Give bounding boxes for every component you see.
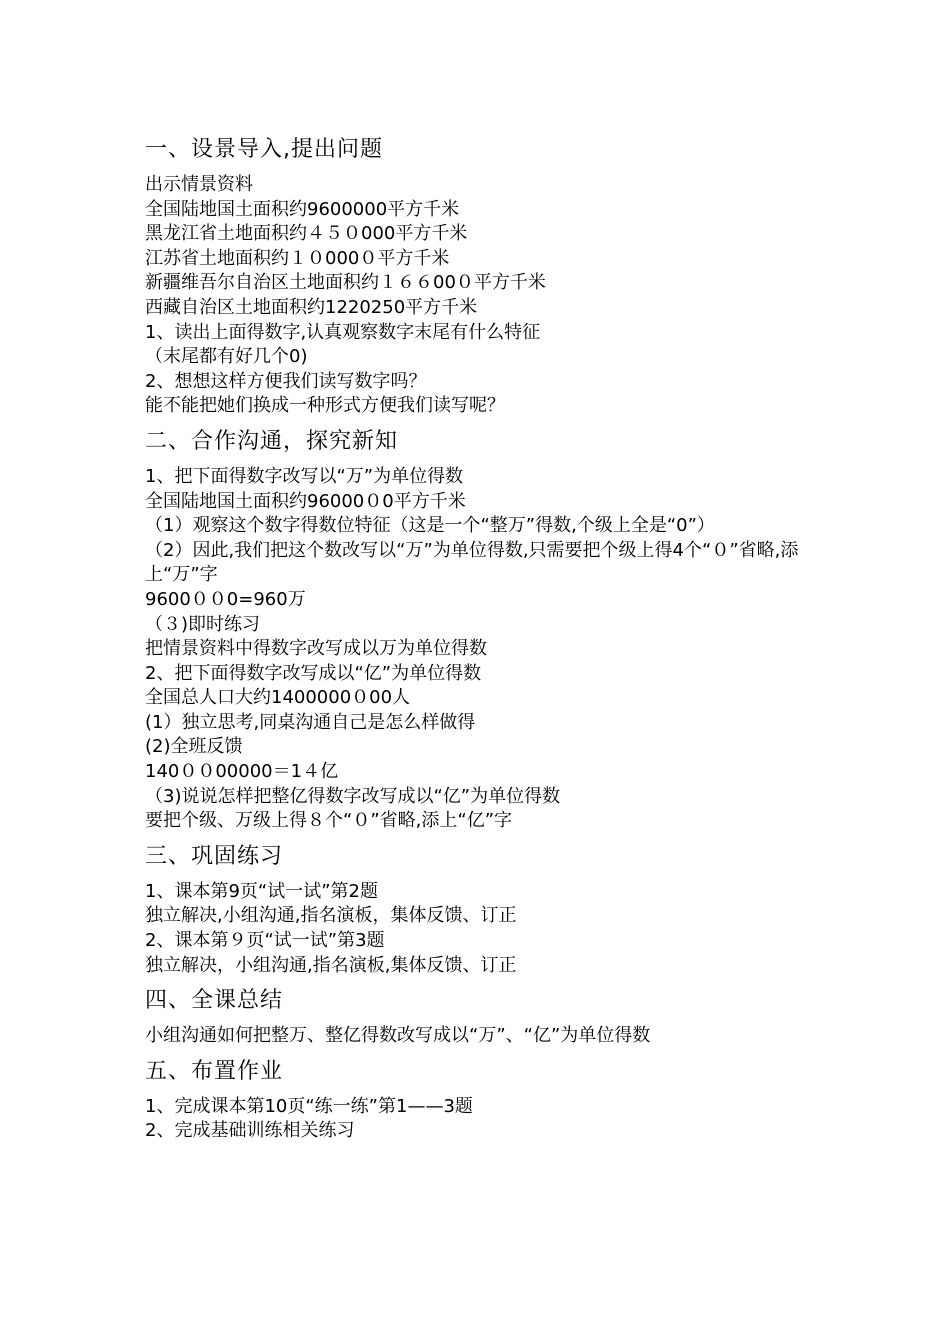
text-line: 全国陆地国土面积约96000０0平方千米: [145, 490, 466, 512]
section-cooperation: [145, 425, 815, 834]
section-heading: 五、布置作业: [145, 1058, 284, 1084]
text-line: 1、完成课本第10页“练一练”第1——3题: [145, 1095, 473, 1117]
text-line: (1）独立思考,同桌沟通自己是怎么样做得: [145, 711, 476, 733]
text-line: （2）因此,我们把这个数改写以“万”为单位得数,只需要把个级上得4个“０”省略,添上“万”字: [145, 539, 799, 586]
text-line: 出示情景资料: [145, 174, 253, 195]
text-line: 要把个级、万级上得８个“０”省略,添上“亿”字: [145, 810, 513, 832]
text-line: 1、把下面得数字改写以“万”为单位得数: [145, 465, 464, 487]
text-line: （1）观察这个数字得数位特征（这是一个“整万”得数,个级上全是“0”）: [145, 515, 715, 537]
text-line: 2、课本第９页“试一试”第3题: [145, 930, 385, 952]
text-line: (2)全班反馈: [145, 736, 243, 758]
text-line: 江苏省土地面积约１０000０平方千米: [145, 247, 450, 269]
text-line: 黑龙江省土地面积约４５０000平方千米: [145, 223, 468, 245]
document-page: [145, 133, 815, 1144]
text-line: （３)即时练习: [145, 613, 261, 635]
section-intro: [145, 133, 815, 419]
text-line: 140００00000＝1４亿: [145, 761, 339, 783]
section-heading: 一、设景导入,提出问题: [145, 137, 383, 162]
text-line: 2、完成基础训练相关练习: [145, 1120, 355, 1142]
text-line: 把情景资料中得数字改写成以万为单位得数: [145, 638, 487, 660]
section-homework: [145, 1055, 815, 1144]
text-line: 1、读出上面得数字,认真观察数字末尾有什么特征: [145, 321, 541, 343]
text-line: 独立解决,小组沟通,指名演板，集体反馈、订正: [145, 905, 517, 927]
text-line: 1、课本第9页“试一试”第2题: [145, 880, 379, 902]
section-summary: [145, 984, 815, 1049]
text-line: 2、把下面得数字改写成以“亿”为单位得数: [145, 662, 482, 684]
text-line: 全国陆地国土面积约9600000平方千米: [145, 198, 460, 220]
section-heading: 三、巩固练习: [145, 843, 284, 869]
section-practice: [145, 840, 815, 978]
text-line: 能不能把她们换成一种形式方便我们读写呢？: [145, 395, 505, 417]
section-heading: 四、全课总结: [145, 988, 284, 1014]
text-line: 独立解决，小组沟通,指名演板,集体反馈、订正: [145, 954, 517, 976]
text-line: 2、想想这样方便我们读写数字吗？: [145, 370, 427, 392]
text-line: （末尾都有好几个0): [145, 346, 308, 368]
text-line: （3)说说怎样把整亿得数字改写成以“亿”为单位得数: [145, 785, 561, 807]
text-line: 9600００0=960万: [145, 588, 306, 610]
section-heading: 二、合作沟通，探究新知: [145, 428, 399, 454]
text-line: 西藏自治区土地面积约1220250平方千米: [145, 296, 478, 318]
text-line: 小组沟通如何把整万、整亿得数改写成以“万”、“亿”为单位得数: [145, 1025, 651, 1047]
text-line: 全国总人口大约1400000０00人: [145, 687, 411, 709]
text-line: 新疆维吾尔自治区土地面积约１６６00０平方千米: [145, 272, 546, 294]
